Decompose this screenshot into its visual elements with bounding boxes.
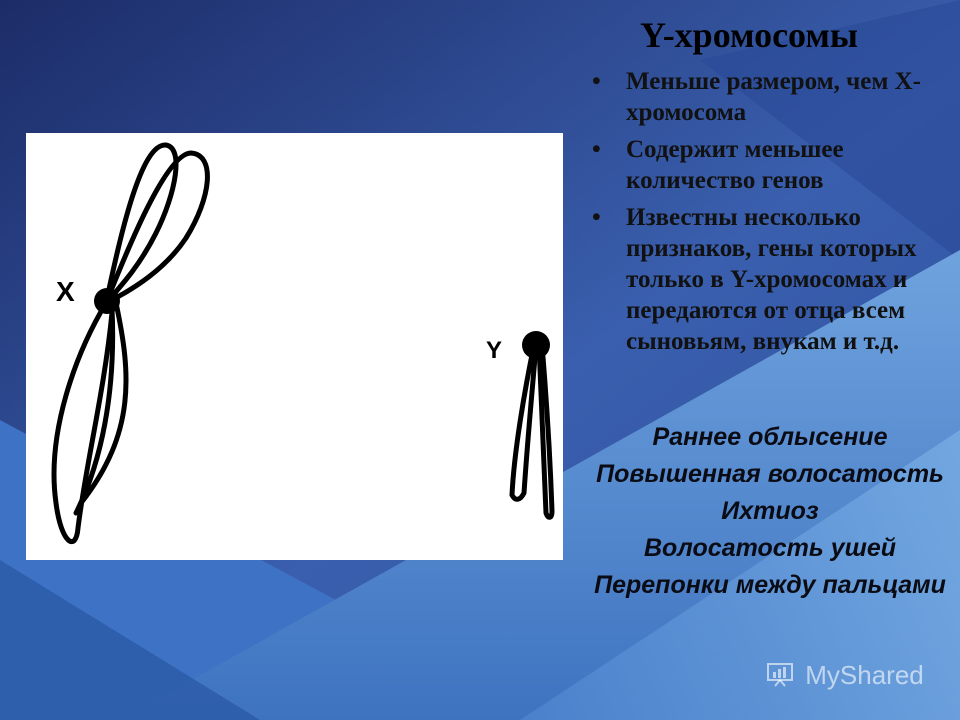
bullet-marker: • (592, 68, 601, 95)
bullet-marker: • (592, 204, 601, 231)
trait-item: Раннее облысение (652, 423, 888, 451)
bullet-text: Содержит меньшее количество генов (626, 136, 844, 194)
trait-item: Перепонки между пальцами (594, 571, 946, 599)
presentation-icon (766, 661, 794, 694)
watermark (766, 660, 924, 694)
y-centromere (522, 331, 550, 359)
bullet-marker: • (592, 136, 601, 163)
trait-list (590, 424, 950, 599)
y-label: Y (486, 337, 503, 364)
x-centromere (94, 288, 120, 314)
trait-item: Повышенная волосатость (596, 460, 944, 488)
watermark-text: MyShared (805, 660, 924, 690)
bullet-item (590, 134, 950, 196)
chromosome-figure (26, 133, 563, 560)
slide-title: Y-хромосомы (640, 15, 858, 55)
x-label: X (56, 276, 75, 307)
trait-item: Ихтиоз (721, 497, 819, 525)
bullet-item (590, 202, 950, 357)
y-chromosome-drawing (512, 345, 552, 517)
bullet-list (590, 66, 950, 363)
bullet-item (590, 66, 950, 128)
bullet-text: Известны несколько признаков, гены которых только в Y-хромосомах и передаются от отца всем сыновьям, внукам и т.д. (626, 204, 917, 355)
trait-item: Волосатость ушей (643, 534, 897, 562)
bullet-text: Меньше размером, чем Х-хромосома (626, 68, 921, 126)
x-chromosome-drawing (54, 145, 207, 542)
